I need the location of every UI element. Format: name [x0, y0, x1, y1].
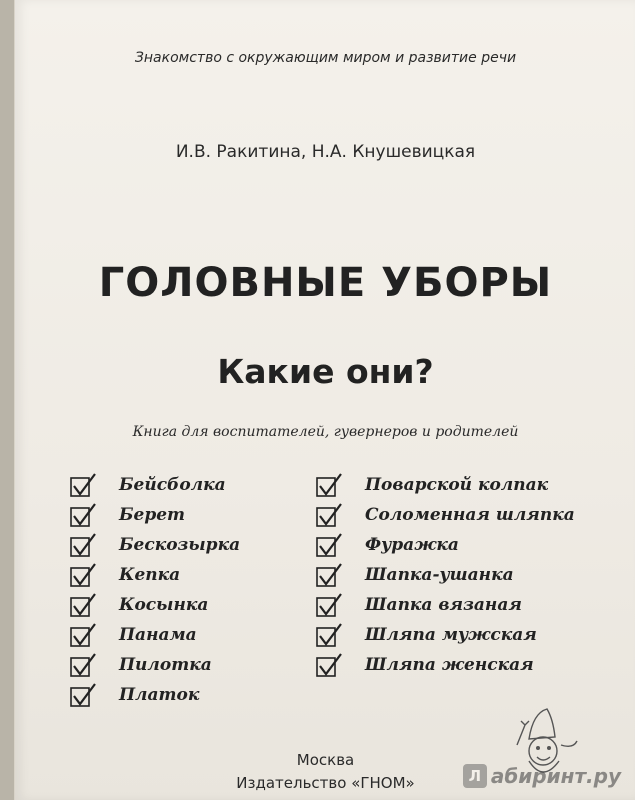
checkbox-check-icon [69, 682, 113, 708]
watermark-logo [463, 764, 621, 788]
list-item [69, 590, 240, 620]
book-audience: Книга для воспитателей, гувернеров и родителей [132, 424, 519, 440]
list-item [69, 530, 240, 560]
checkbox-check-icon [69, 562, 113, 588]
list-item-label: Шапка вязаная [365, 595, 522, 615]
list-item-label: Платок [119, 685, 200, 705]
list-item [315, 470, 575, 500]
book-title-page [14, 0, 635, 800]
list-item-label: Косынка [119, 595, 209, 615]
checkbox-check-icon [69, 532, 113, 558]
checkbox-check-icon [315, 592, 359, 618]
list-item-label: Шапка-ушанка [365, 565, 514, 585]
watermark-text: абиринт.ру [490, 764, 621, 788]
checkbox-check-icon [315, 562, 359, 588]
list-item [69, 680, 240, 710]
list-item [315, 650, 575, 680]
list-item-label: Берет [119, 505, 186, 525]
list-item [315, 560, 575, 590]
list-item-label: Поварской колпак [365, 475, 549, 495]
book-subtitle: Какие они? [217, 352, 434, 391]
publication-city: Москва [296, 751, 355, 769]
list-item [69, 620, 240, 650]
authors: И.В. Ракитина, Н.А. Кнушевицкая [175, 142, 476, 162]
checkbox-check-icon [315, 622, 359, 648]
list-item [69, 470, 240, 500]
list-item [69, 650, 240, 680]
list-item-label: Бейсболка [119, 475, 226, 495]
topic-list-left [69, 470, 240, 710]
list-item [315, 500, 575, 530]
book-title: ГОЛОВНЫЕ УБОРЫ [98, 260, 553, 306]
checkbox-check-icon [315, 652, 359, 678]
list-item-label: Фуражка [365, 535, 459, 555]
checkbox-check-icon [315, 472, 359, 498]
list-item-label: Панама [119, 625, 197, 645]
checkbox-check-icon [69, 592, 113, 618]
list-item-label: Бескозырка [119, 535, 241, 555]
checkbox-check-icon [69, 622, 113, 648]
watermark-badge: Л [463, 764, 487, 788]
series-title: Знакомство с окружающим миром и развитие речи [134, 50, 517, 66]
checkbox-check-icon [315, 532, 359, 558]
checkbox-check-icon [69, 502, 113, 528]
list-item [69, 500, 240, 530]
list-item-label: Шляпа женская [365, 655, 534, 675]
list-item-label: Кепка [119, 565, 181, 585]
checkbox-check-icon [69, 472, 113, 498]
list-item-label: Соломенная шляпка [365, 505, 575, 525]
checkbox-check-icon [69, 652, 113, 678]
list-item [315, 620, 575, 650]
list-item [69, 560, 240, 590]
list-item-label: Пилотка [119, 655, 212, 675]
publisher: Издательство «ГНОМ» [236, 774, 415, 792]
list-item [315, 530, 575, 560]
checkbox-check-icon [315, 502, 359, 528]
list-item-label: Шляпа мужская [365, 625, 537, 645]
list-item [315, 590, 575, 620]
topic-list-right [315, 470, 575, 680]
